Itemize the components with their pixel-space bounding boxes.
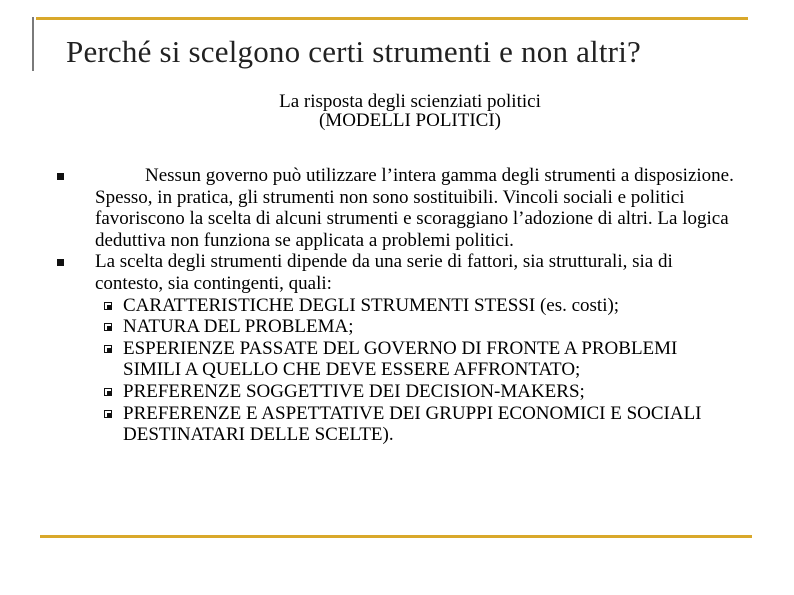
square-bullet-icon (57, 259, 64, 266)
subtitle-line-2: (MODELLI POLITICI) (318, 110, 502, 131)
subtitle-line-1: La risposta degli scienziati politici (279, 91, 541, 112)
paragraph-1-text: Nessun governo può utilizzare l’intera gamma degli strumenti a disposizione. Spesso, in pratica, gli strumenti non sono sostituibili. Vincoli sociali e politici favoriscono la scelta di alcuni strumenti e scoraggiano l’adozione di altri. La logica deduttiva non funziona se applicata a problemi politici. (95, 165, 734, 251)
box-bullet-icon (104, 388, 112, 396)
slide-title: Perché si scelgono certi strumenti e non altri? (66, 34, 641, 69)
box-bullet-icon (104, 302, 112, 310)
list-item (123, 338, 735, 381)
list-item-text: PREFERENZE E ASPETTATIVE DEI GRUPPI ECONOMICI E SOCIALI DESTINATARI DELLE SCELTE). (123, 402, 702, 446)
list-item (123, 316, 735, 338)
top-accent-line (36, 17, 748, 20)
list-item (123, 403, 735, 446)
list-item-text: NATURA DEL PROBLEMA; (123, 316, 354, 338)
factor-list (95, 295, 735, 446)
slide-body (95, 165, 735, 446)
list-item-text: CARATTERISTICHE DEGLI STRUMENTI STESSI (es. costi); (123, 294, 620, 316)
list-item-text: PREFERENZE SOGGETTIVE DEI DECISION-MAKERS; (123, 380, 585, 402)
box-bullet-icon (104, 323, 112, 331)
bullet-paragraph-2 (95, 251, 735, 294)
square-bullet-icon (57, 173, 64, 180)
box-bullet-icon (104, 345, 112, 353)
left-frame-line (32, 17, 34, 71)
slide-subtitle (0, 92, 794, 130)
list-item (123, 295, 735, 317)
list-item (123, 381, 735, 403)
paragraph-2-text: La scelta degli strumenti dipende da una serie di fattori, sia strutturali, sia di contesto, sia contingenti, quali: (95, 251, 673, 294)
bottom-accent-line (40, 535, 752, 538)
box-bullet-icon (104, 410, 112, 418)
list-item-text: ESPERIENZE PASSATE DEL GOVERNO DI FRONTE A PROBLEMI SIMILI A QUELLO CHE DEVE ESSERE AFFRONTATO; (123, 337, 678, 381)
bullet-paragraph-1 (95, 165, 735, 251)
